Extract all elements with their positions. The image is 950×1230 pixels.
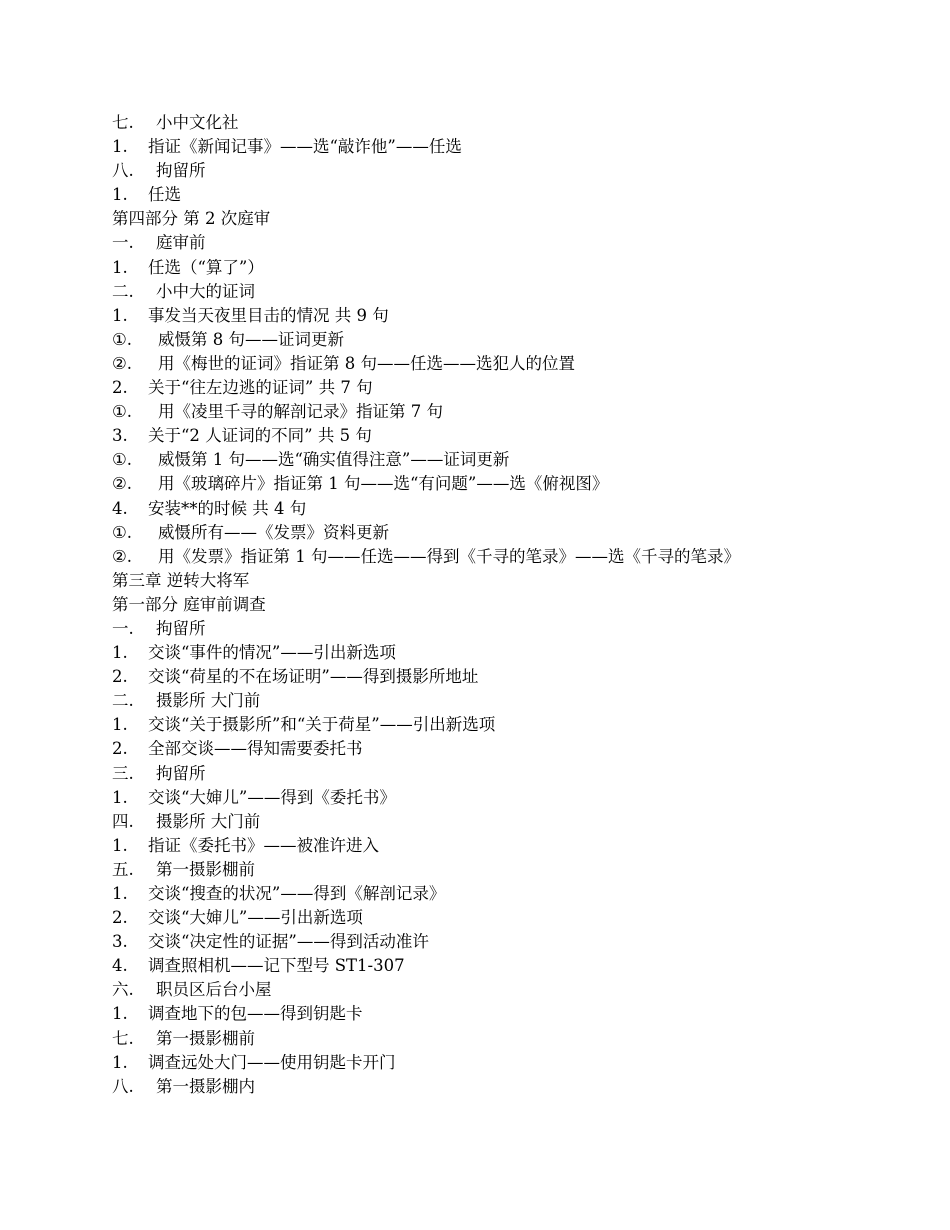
list-item [112,762,912,786]
item-text: 第一部分 庭审前调查 [112,594,266,614]
item-text: 全部交谈——得知需要委托书 [148,739,363,759]
item-number: ②. [112,474,133,494]
item-text: 调查照相机——记下型号 ST1-307 [148,956,405,976]
item-text: 拘留所 [156,161,206,181]
list-item [112,786,912,810]
list-item [112,352,912,376]
list-item [112,641,912,665]
item-number: ②. [112,353,133,373]
item-text: 威慑所有——《发票》资料更新 [158,522,389,542]
item-number: 3. [112,932,128,952]
item-text: 指证《委托书》——被准许进入 [148,835,379,855]
item-text: 用《梅世的证词》指证第 8 句——任选——选犯人的位置 [158,353,575,373]
item-text: 任选（“算了”） [148,257,264,277]
list-item [112,858,912,882]
item-text: 第一摄影棚前 [156,859,255,879]
item-number: 2. [112,739,128,759]
item-text: 指证《新闻记事》——选“敲诈他”——任选 [148,137,462,157]
list-item [112,521,912,545]
item-text: 小中大的证词 [156,281,255,301]
list-item [112,545,912,569]
item-number: 2. [112,908,128,928]
section-heading [112,569,912,593]
list-item [112,737,912,761]
list-item [112,400,912,424]
item-number: 1. [112,835,128,855]
list-item [112,135,912,159]
list-item [112,978,912,1002]
item-text: 第四部分 第 2 次庭审 [112,209,271,229]
item-number: 八. [112,161,134,181]
item-text: 拘留所 [156,618,206,638]
list-item [112,183,912,207]
list-item [112,834,912,858]
item-text: 用《发票》指证第 1 句——任选——得到《千寻的笔录》——选《千寻的笔录》 [158,546,740,566]
list-item [112,1051,912,1075]
list-item [112,448,912,472]
item-number: 4. [112,498,128,518]
item-number: 1. [112,715,128,735]
item-text: 关于“往左边逃的证词” 共 7 句 [148,378,373,398]
item-text: 第一摄影棚前 [156,1028,255,1048]
item-number: 四. [112,811,134,831]
item-number: 1. [112,1052,128,1072]
list-item [112,810,912,834]
list-item [112,882,912,906]
item-number: 一. [112,233,134,253]
item-text: 用《凌里千寻的解剖记录》指证第 7 句 [158,402,443,422]
item-text: 调查地下的包——得到钥匙卡 [148,1004,363,1024]
item-text: 调查远处大门——使用钥匙卡开门 [148,1052,396,1072]
item-number: 二. [112,281,134,301]
item-text: 交谈“搜查的状况”——得到《解剖记录》 [148,884,446,903]
list-item [112,497,912,521]
item-number: ①. [112,329,133,349]
item-number: 七. [112,1028,134,1048]
list-item [112,954,912,978]
item-text: 交谈“事件的情况”——引出新选项 [148,643,396,663]
item-text: 庭审前 [156,233,206,253]
list-item [112,111,912,135]
item-text: 第三章 逆转大将军 [112,570,250,590]
list-item [112,1027,912,1051]
list-item [112,617,912,641]
item-number: 二. [112,691,134,711]
item-text: 摄影所 大门前 [156,811,261,831]
list-item [112,328,912,352]
list-item [112,906,912,930]
list-item [112,159,912,183]
item-text: 职员区后台小屋 [156,980,272,1000]
item-number: 4. [112,956,128,976]
item-number: ①. [112,522,133,542]
item-text: 任选 [148,185,181,205]
item-text: 威慑第 8 句——证词更新 [158,329,344,349]
list-item [112,930,912,954]
list-item [112,1002,912,1026]
item-number: 五. [112,859,134,879]
item-number: 3. [112,426,128,446]
list-item [112,713,912,737]
section-heading [112,593,912,617]
item-text: 用《玻璃碎片》指证第 1 句——选“有问题”——选《俯视图》 [158,474,609,494]
list-item [112,665,912,689]
item-number: 1. [112,787,128,807]
item-number: 2. [112,667,128,687]
item-number: 1. [112,137,128,157]
list-item [112,231,912,255]
item-number: 七. [112,113,134,132]
item-number: ②. [112,546,133,566]
item-number: 一. [112,618,134,638]
list-item [112,424,912,448]
item-text: 事发当天夜里目击的情况 共 9 句 [148,305,389,325]
item-number: 1. [112,305,128,325]
list-item [112,1075,912,1099]
item-text: 交谈“关于摄影所”和“关于荷星”——引出新选项 [148,715,496,735]
item-number: 三. [112,763,134,783]
item-text: 交谈“大婶儿”——引出新选项 [148,908,363,928]
item-text: 拘留所 [156,763,206,783]
item-number: 1. [112,884,128,903]
item-number: 1. [112,643,128,663]
item-number: ①. [112,402,133,422]
item-number: 2. [112,378,128,398]
list-item [112,256,912,280]
section-heading [112,207,912,231]
list-item [112,472,912,496]
item-number: 1. [112,1004,128,1024]
item-number: 1. [112,257,128,277]
list-item [112,280,912,304]
item-text: 小中文化社 [156,113,239,132]
item-number: ①. [112,450,133,470]
item-text: 第一摄影棚内 [156,1076,255,1096]
item-text: 威慑第 1 句——选“确实值得注意”——证词更新 [158,450,510,470]
item-text: 关于“2 人证词的不同” 共 5 句 [148,426,372,446]
list-item [112,689,912,713]
item-number: 1. [112,185,128,205]
item-text: 摄影所 大门前 [156,691,261,711]
item-text: 安装**的时候 共 4 句 [148,498,307,518]
item-number: 八. [112,1076,134,1096]
document-body [112,111,912,1099]
item-text: 交谈“决定性的证据”——得到活动准许 [148,932,429,952]
list-item [112,304,912,328]
item-number: 六. [112,980,134,1000]
item-text: 交谈“荷星的不在场证明”——得到摄影所地址 [148,667,479,687]
item-text: 交谈“大婶儿”——得到《委托书》 [148,787,396,807]
list-item [112,376,912,400]
